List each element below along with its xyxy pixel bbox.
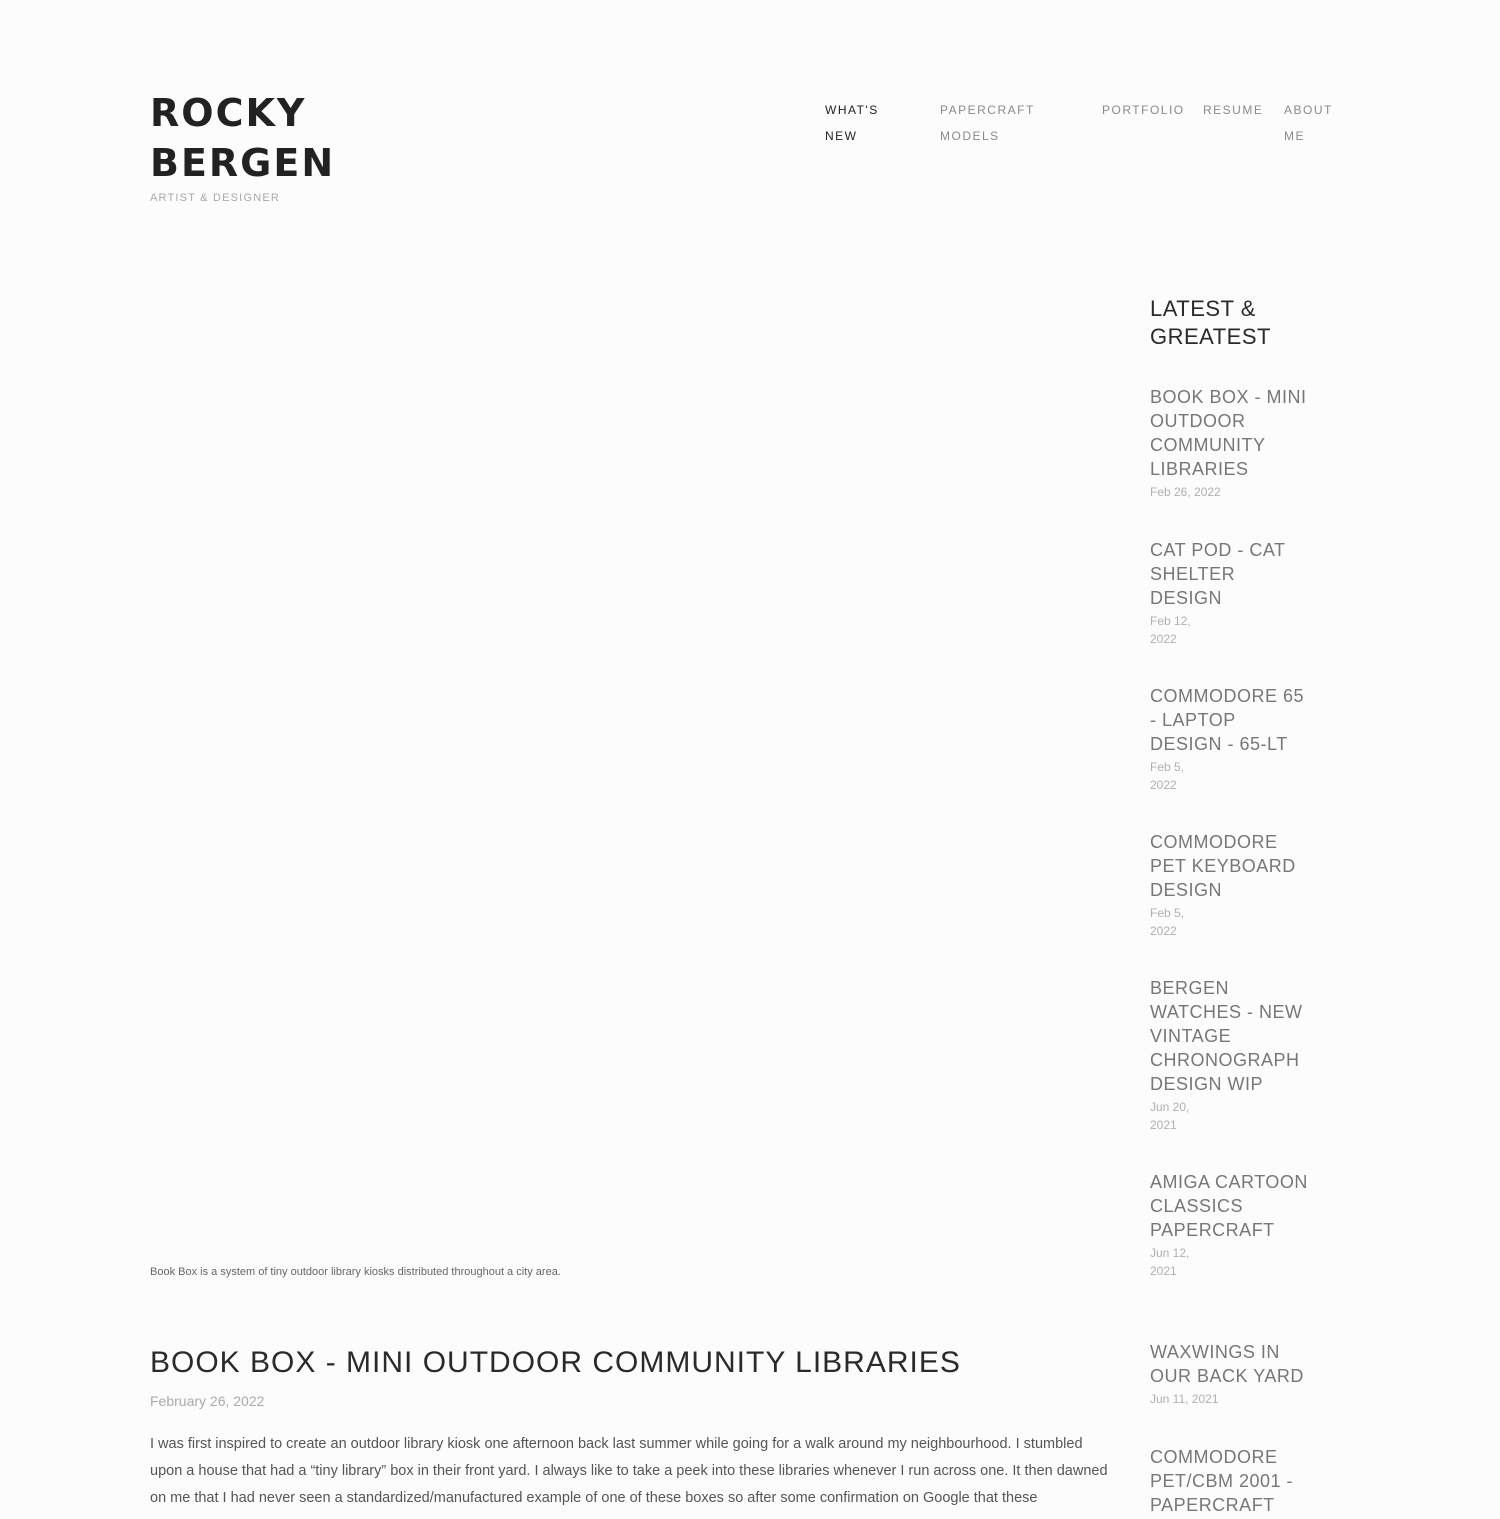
sidebar-post-title: COMMODORE PET/CBM 2001 - PAPERCRAFT	[1150, 1447, 1294, 1515]
sidebar-post-date: Jun 11, 2021	[1150, 1392, 1219, 1406]
sidebar-post-title: BERGEN WATCHES - NEW VINTAGE CHRONOGRAPH DESIGN WIP	[1150, 978, 1303, 1094]
image-caption: Book Box is a system of tiny outdoor library kiosks distributed throughout a city area.	[150, 1266, 561, 1278]
sidebar-post-date: Feb 26, 2022	[1150, 485, 1221, 499]
sidebar-post-date: Feb 5, 2022	[1150, 906, 1185, 938]
sidebar-post-date: Jun 12, 2021	[1150, 1246, 1190, 1278]
nav-item-papercraft-models[interactable]: PAPERCRAFT MODELS	[940, 103, 1035, 143]
nav-item-portfolio[interactable]: PORTFOLIO	[1102, 103, 1185, 117]
sidebar-post-link[interactable]	[1150, 684, 1310, 794]
site-tagline: ARTIST & DESIGNER	[150, 192, 281, 204]
nav-item-about-me[interactable]: ABOUT ME	[1284, 103, 1333, 143]
sidebar-post-link[interactable]	[1150, 385, 1310, 501]
sidebar-post-title: COMMODORE 65 - LAPTOP DESIGN - 65-LT	[1150, 686, 1305, 754]
nav-item-whats-new[interactable]: WHAT'S NEW	[825, 103, 879, 143]
sidebar-post-title: COMMODORE PET KEYBOARD DESIGN	[1150, 832, 1296, 900]
post-date: February 26, 2022	[150, 1393, 265, 1409]
nav-item-resume[interactable]: RESUME	[1203, 103, 1264, 117]
sidebar-post-link[interactable]	[1150, 1445, 1310, 1519]
sidebar-post-date: Feb 5, 2022	[1150, 760, 1185, 792]
sidebar-post-title: AMIGA CARTOON CLASSICS PAPERCRAFT	[1150, 1172, 1308, 1240]
sidebar-post-link[interactable]	[1150, 830, 1310, 940]
sidebar-post-link[interactable]	[1150, 976, 1320, 1134]
sidebar-heading: LATEST & GREATEST	[1150, 296, 1271, 349]
sidebar-post-link[interactable]	[1150, 1340, 1315, 1408]
sidebar-post-title: BOOK BOX - MINI OUTDOOR COMMUNITY LIBRARIES	[1150, 387, 1307, 479]
sidebar-post-title: CAT POD - CAT SHELTER DESIGN	[1150, 540, 1286, 608]
sidebar-post-title: WAXWINGS IN OUR BACK YARD	[1150, 1342, 1304, 1386]
post-title[interactable]: BOOK BOX - MINI OUTDOOR COMMUNITY LIBRARIES	[150, 1346, 961, 1379]
post-body: I was first inspired to create an outdoor library kiosk one afternoon back last summer while going for a walk around my neighbourhood. I stumbled upon a house that had a “tiny library” box in their front yard. I always like to take a peek into these libraries whenever I run across one. It then dawned on me that I had never seen a standardized/manufactured example of one of these boxes so after some confirmation on Google that these	[150, 1436, 1108, 1506]
sidebar-post-link[interactable]	[1150, 538, 1310, 648]
sidebar-post-date: Jun 20, 2021	[1150, 1100, 1190, 1132]
sidebar-post-date: Feb 12, 2022	[1150, 614, 1191, 646]
site-title[interactable]: ROCKY BERGEN	[150, 91, 336, 185]
sidebar-post-link[interactable]	[1150, 1170, 1310, 1280]
